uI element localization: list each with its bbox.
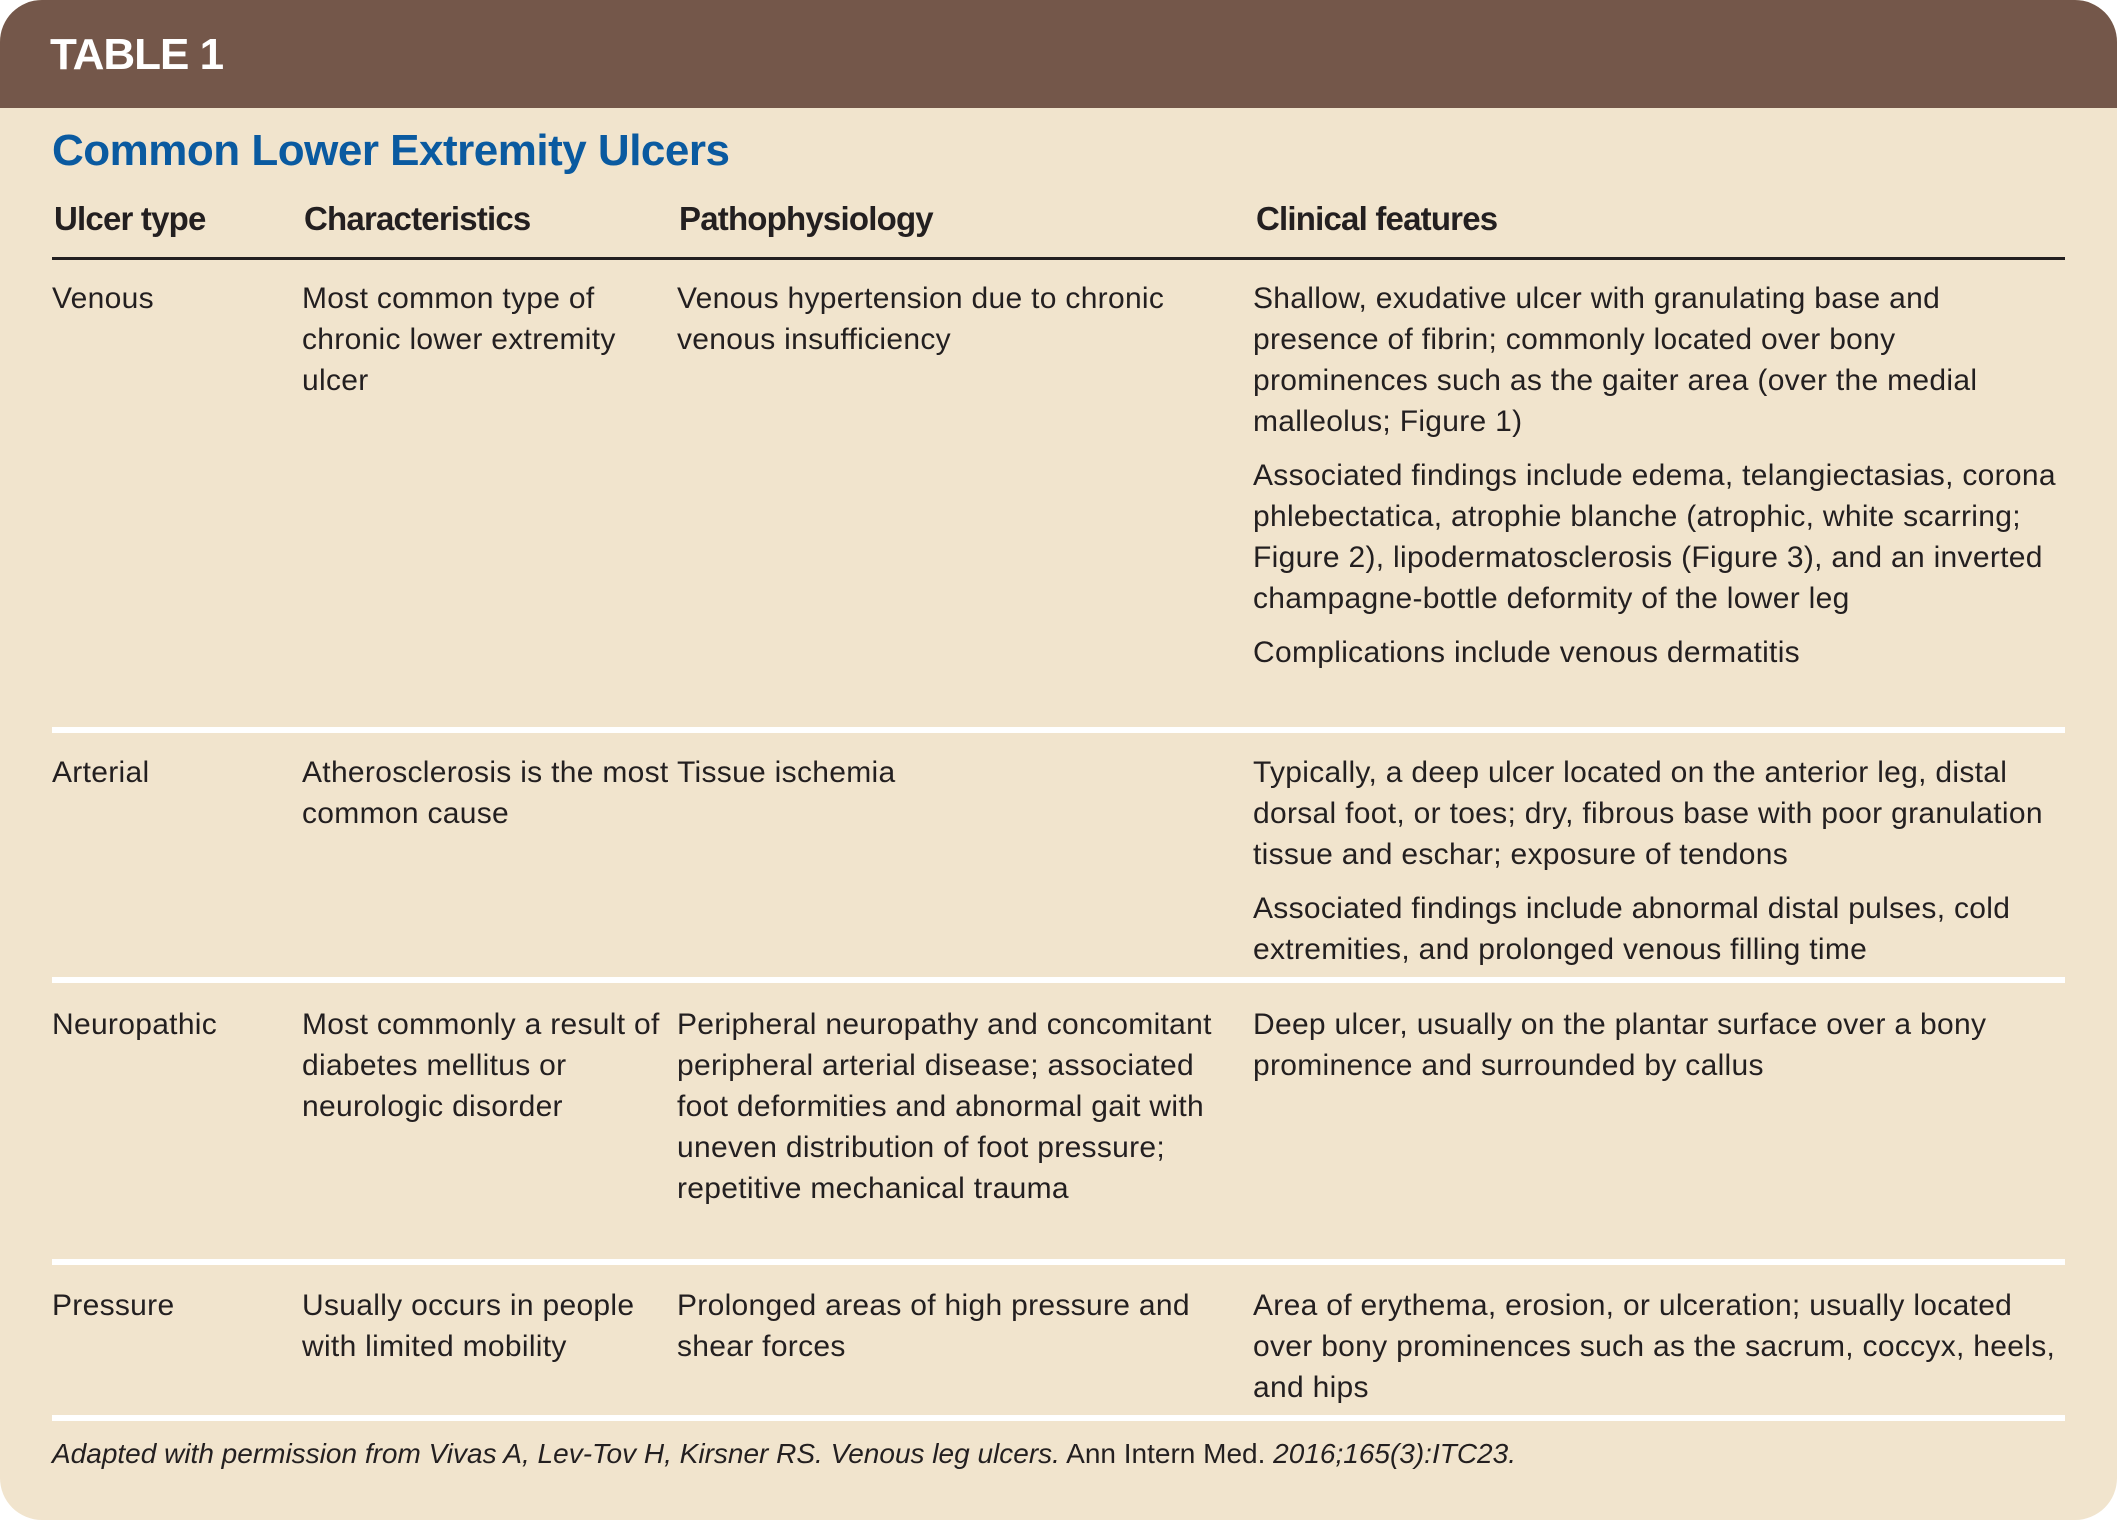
ulcer-type: Pressure <box>52 1289 175 1322</box>
table-label: TABLE 1 <box>50 30 224 79</box>
column-header-clinical-features: Clinical features <box>1256 200 1498 237</box>
ulcer-type: Venous <box>52 282 154 315</box>
row-divider <box>52 727 2065 733</box>
pathophysiology: Tissue ischemia <box>677 756 896 789</box>
clinical-features <box>1253 1285 2065 1421</box>
clinical-features <box>1253 278 2065 686</box>
table-row <box>52 278 2065 728</box>
pathophysiology: Prolonged areas of high pressure and shear forces <box>677 1289 1190 1363</box>
clinical-paragraph: Associated findings include abnormal distal pulses, cold extremities, and prolonged venous filling time <box>1253 892 2011 966</box>
characteristics: Most commonly a result of diabetes mellitus or neurologic disorder <box>302 1008 660 1123</box>
row-divider <box>52 977 2065 983</box>
column-header-characteristics: Characteristics <box>304 200 531 237</box>
header-band <box>0 0 2117 108</box>
pathophysiology: Peripheral neuropathy and concomitant peripheral arterial disease; associated foot deformities and abnormal gait with uneven distribution of foot pressure; repetitive mechanical trauma <box>677 1008 1212 1205</box>
row-divider <box>52 1415 2065 1421</box>
table-row <box>52 752 2065 977</box>
clinical-features <box>1253 752 2065 983</box>
clinical-paragraph: Area of erythema, erosion, or ulceration; usually located over bony prominences such as the sacrum, coccyx, heels, and hips <box>1253 1289 2056 1404</box>
clinical-paragraph: Deep ulcer, usually on the plantar surface over a bony prominence and surrounded by callus <box>1253 1008 1987 1082</box>
clinical-features <box>1253 1004 2065 1099</box>
table-row <box>52 1285 2065 1415</box>
ulcer-type: Neuropathic <box>52 1008 218 1041</box>
characteristics: Usually occurs in people with limited mobility <box>302 1289 635 1363</box>
clinical-paragraph: Associated findings include edema, telangiectasias, corona phlebectatica, atrophie blanche (atrophic, white scarring; Figure 2), lipodermatosclerosis (Figure 3), and an inverted champagne-bottle deformity of the lower leg <box>1253 459 2056 615</box>
table-title: Common Lower Extremity Ulcers <box>52 126 730 175</box>
column-header-ulcer-type: Ulcer type <box>54 200 206 237</box>
column-header-pathophysiology: Pathophysiology <box>679 200 933 237</box>
table-row <box>52 1004 2065 1259</box>
ulcer-type: Arterial <box>52 756 150 789</box>
pathophysiology: Venous hypertension due to chronic venous insufficiency <box>677 282 1165 356</box>
footnote-journal: Ann Intern Med. <box>1059 1438 1274 1469</box>
clinical-paragraph: Typically, a deep ulcer located on the anterior leg, distal dorsal foot, or toes; dry, fibrous base with poor granulation tissue and eschar; exposure of tendons <box>1253 756 2043 871</box>
header-rule <box>52 257 2065 260</box>
characteristics: Most common type of chronic lower extremity ulcer <box>302 282 616 397</box>
source-footnote <box>52 1438 1516 1470</box>
row-divider <box>52 1259 2065 1265</box>
footnote-volume: 2016;165(3):ITC23. <box>1273 1438 1516 1469</box>
footnote-citation: Adapted with permission from Vivas A, Lev-Tov H, Kirsner RS. Venous leg ulcers. <box>52 1438 1060 1469</box>
characteristics: Atherosclerosis is the most common cause <box>302 756 669 830</box>
clinical-paragraph: Complications include venous dermatitis <box>1253 636 1800 669</box>
clinical-paragraph: Shallow, exudative ulcer with granulating base and presence of fibrin; commonly located over bony prominences such as the gaiter area (over the medial malleolus; Figure 1) <box>1253 282 1978 438</box>
